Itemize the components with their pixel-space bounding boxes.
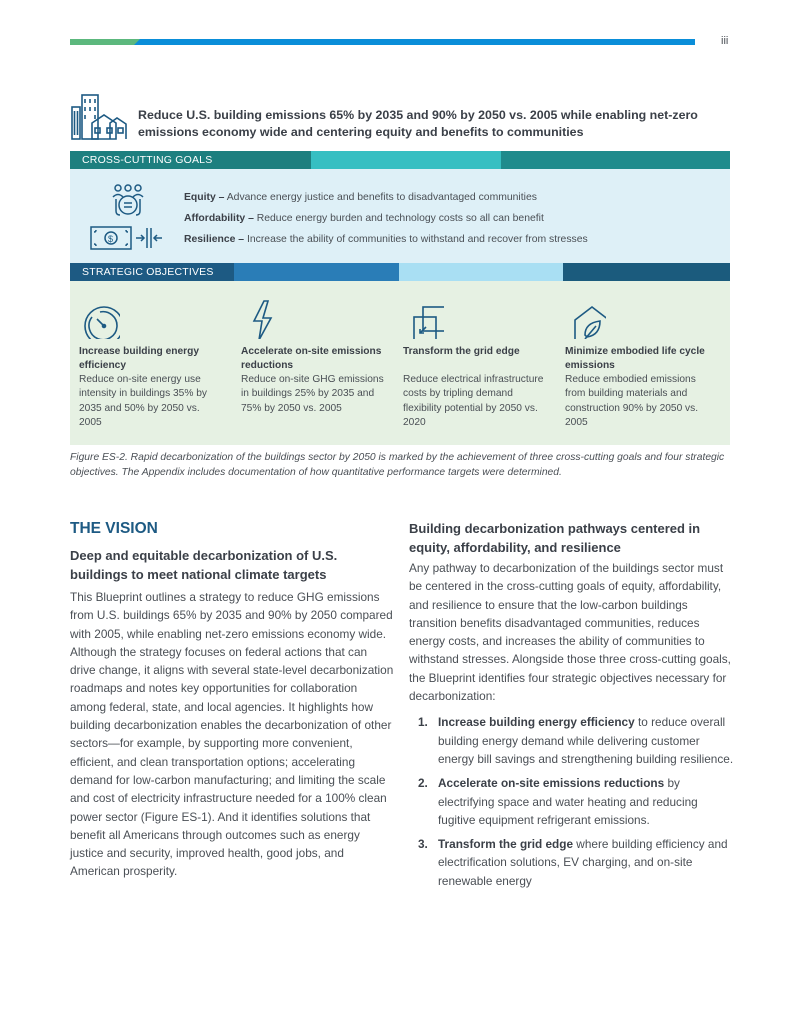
goal-resilience-desc: Increase the ability of communities to withstand and recover from stresses bbox=[244, 234, 588, 245]
list-item bbox=[409, 713, 734, 768]
objective-efficiency-desc: Reduce on-site energy use intensity in buildings 35% by 2035 and 50% by 2050 vs. 2005 bbox=[79, 374, 207, 428]
vision-body: This Blueprint outlines a strategy to reduce GHG emissions from U.S. buildings 65% by 2035 and 90% by 2050 compared with 2005, while enabling net-zero emissions economy wide. Although the strategy focuses on federal actions that can drive change, it aligns with several state-level decarbonization roadmaps and notes key opportunities for collaboration among federal, state, and local agencies. It highlights how building decarbonization enables the decarbonization of other sectors—for example, by supporting more convenient, efficient, and clean transportation options; accelerating demand for low-carbon manufacturing; and limiting the scale and cost of electricity infrastructure needed for a 100% clean power sector (Figure ES-1). And it identifies solutions that benefit all Americans through outcomes such as energy justice and security, improved health, good jobs, and American prosperity. bbox=[70, 590, 394, 879]
list-item-text: where building efficiency and electrification solutions, EV charging, and on-site renewable energy bbox=[438, 837, 728, 888]
goal-affordability-desc: Reduce energy burden and technology costs so all can benefit bbox=[253, 213, 544, 224]
goal-resilience bbox=[184, 234, 588, 245]
list-item-text: by electrifying space and water heating and reducing fugitive equipment refrigerant emissions. bbox=[438, 776, 698, 827]
goal-resilience-name: Resilience – bbox=[184, 234, 245, 245]
gauge-icon bbox=[70, 293, 120, 339]
objectives-band-seg-3 bbox=[399, 263, 563, 281]
objectives-band-seg-4 bbox=[563, 263, 730, 281]
page-number: iii bbox=[721, 35, 729, 47]
goals-panel bbox=[70, 169, 730, 263]
pathways-heading: Building decarbonization pathways centered in equity, affordability, and resilience bbox=[409, 521, 701, 555]
headline-text: Reduce U.S. building emissions 65% by 2035 and 90% by 2050 vs. 2005 while enabling net-zero emissions economy wide and centering equity and benefits to communities bbox=[138, 108, 698, 139]
grid-edge-icon bbox=[394, 293, 444, 339]
objective-grid-desc: Reduce electrical infrastructure costs by tripling demand flexibility potential by 2050 vs. 2020 bbox=[403, 374, 544, 428]
goals-band-label: CROSS-CUTTING GOALS bbox=[82, 154, 213, 166]
headline-block bbox=[70, 93, 730, 143]
list-item bbox=[409, 774, 734, 829]
vision-subheading: Deep and equitable decarbonization of U.S. buildings to meet national climate targets bbox=[70, 548, 338, 582]
objectives-band bbox=[70, 263, 730, 281]
objective-onsite-desc: Reduce on-site GHG emissions in buildings 25% by 2035 and 75% by 2050 vs. 2005 bbox=[241, 374, 384, 414]
goal-equity-desc: Advance energy justice and benefits to disadvantaged communities bbox=[224, 192, 537, 203]
buildings-icon bbox=[70, 93, 128, 141]
objectives-list bbox=[409, 713, 734, 890]
goal-equity bbox=[184, 192, 537, 203]
list-item-lead: Transform the grid edge bbox=[438, 837, 574, 852]
list-item-lead: Increase building energy efficiency bbox=[438, 715, 635, 730]
goals-band bbox=[70, 151, 730, 169]
top-accent-slant bbox=[134, 39, 140, 45]
list-item-text: to reduce overall building energy demand while delivering customer energy bill savings and strengthening building resilience. bbox=[438, 715, 734, 766]
goals-band-seg-2 bbox=[311, 151, 501, 169]
vision-column bbox=[70, 520, 395, 881]
objective-onsite-title: Accelerate on-site emissions reductions bbox=[241, 346, 382, 371]
list-item-number: 3. bbox=[418, 837, 428, 852]
lightning-icon bbox=[232, 293, 282, 339]
top-accent-green bbox=[70, 39, 134, 45]
goal-affordability-name: Affordability – bbox=[184, 213, 254, 224]
pathways-body: Any pathway to decarbonization of the buildings sector must be centered in the cross-cutting goals of equity, affordability, and resilience to ensure that the low-carbon buildings transition benefits disadvantaged communities, reduces energy costs, and increases the ability of communities to withstand stresses. Alongside those three cross-cutting goals, the Blueprint identifies four strategic objectives necessary for decarbonization: bbox=[409, 561, 731, 704]
goal-equity-name: Equity – bbox=[184, 192, 225, 203]
list-item-number: 2. bbox=[418, 776, 428, 791]
figure-caption: Figure ES-2. Rapid decarbonization of the buildings sector by 2050 is marked by the achievement of three cross-cutting goals and four strategic objectives. The Appendix includes documentation of how quantitative performance targets were determined. bbox=[70, 452, 725, 478]
equity-affordability-resilience-icon bbox=[88, 183, 172, 253]
goals-band-seg-3 bbox=[501, 151, 730, 169]
pathways-column bbox=[409, 520, 734, 896]
vision-heading: THE VISION bbox=[70, 520, 158, 537]
list-item-lead: Accelerate on-site emissions reductions bbox=[438, 776, 665, 791]
top-accent-bar bbox=[70, 39, 695, 45]
objective-grid-title: Transform the grid edge bbox=[403, 346, 520, 357]
house-leaf-icon bbox=[556, 293, 606, 339]
objective-embodied-title: Minimize embodied life cycle emissions bbox=[565, 346, 705, 371]
objective-embodied-desc: Reduce embodied emissions from building materials and construction 90% by 2050 vs. 2005 bbox=[565, 374, 699, 428]
list-item-number: 1. bbox=[418, 715, 428, 730]
goal-affordability bbox=[184, 213, 544, 224]
objective-efficiency-title: Increase building energy efficiency bbox=[79, 346, 200, 371]
objectives-band-seg-2 bbox=[234, 263, 399, 281]
svg-text:$: $ bbox=[108, 234, 114, 244]
list-item bbox=[409, 835, 734, 890]
objectives-panel bbox=[70, 281, 730, 445]
objectives-band-label: STRATEGIC OBJECTIVES bbox=[82, 266, 214, 278]
